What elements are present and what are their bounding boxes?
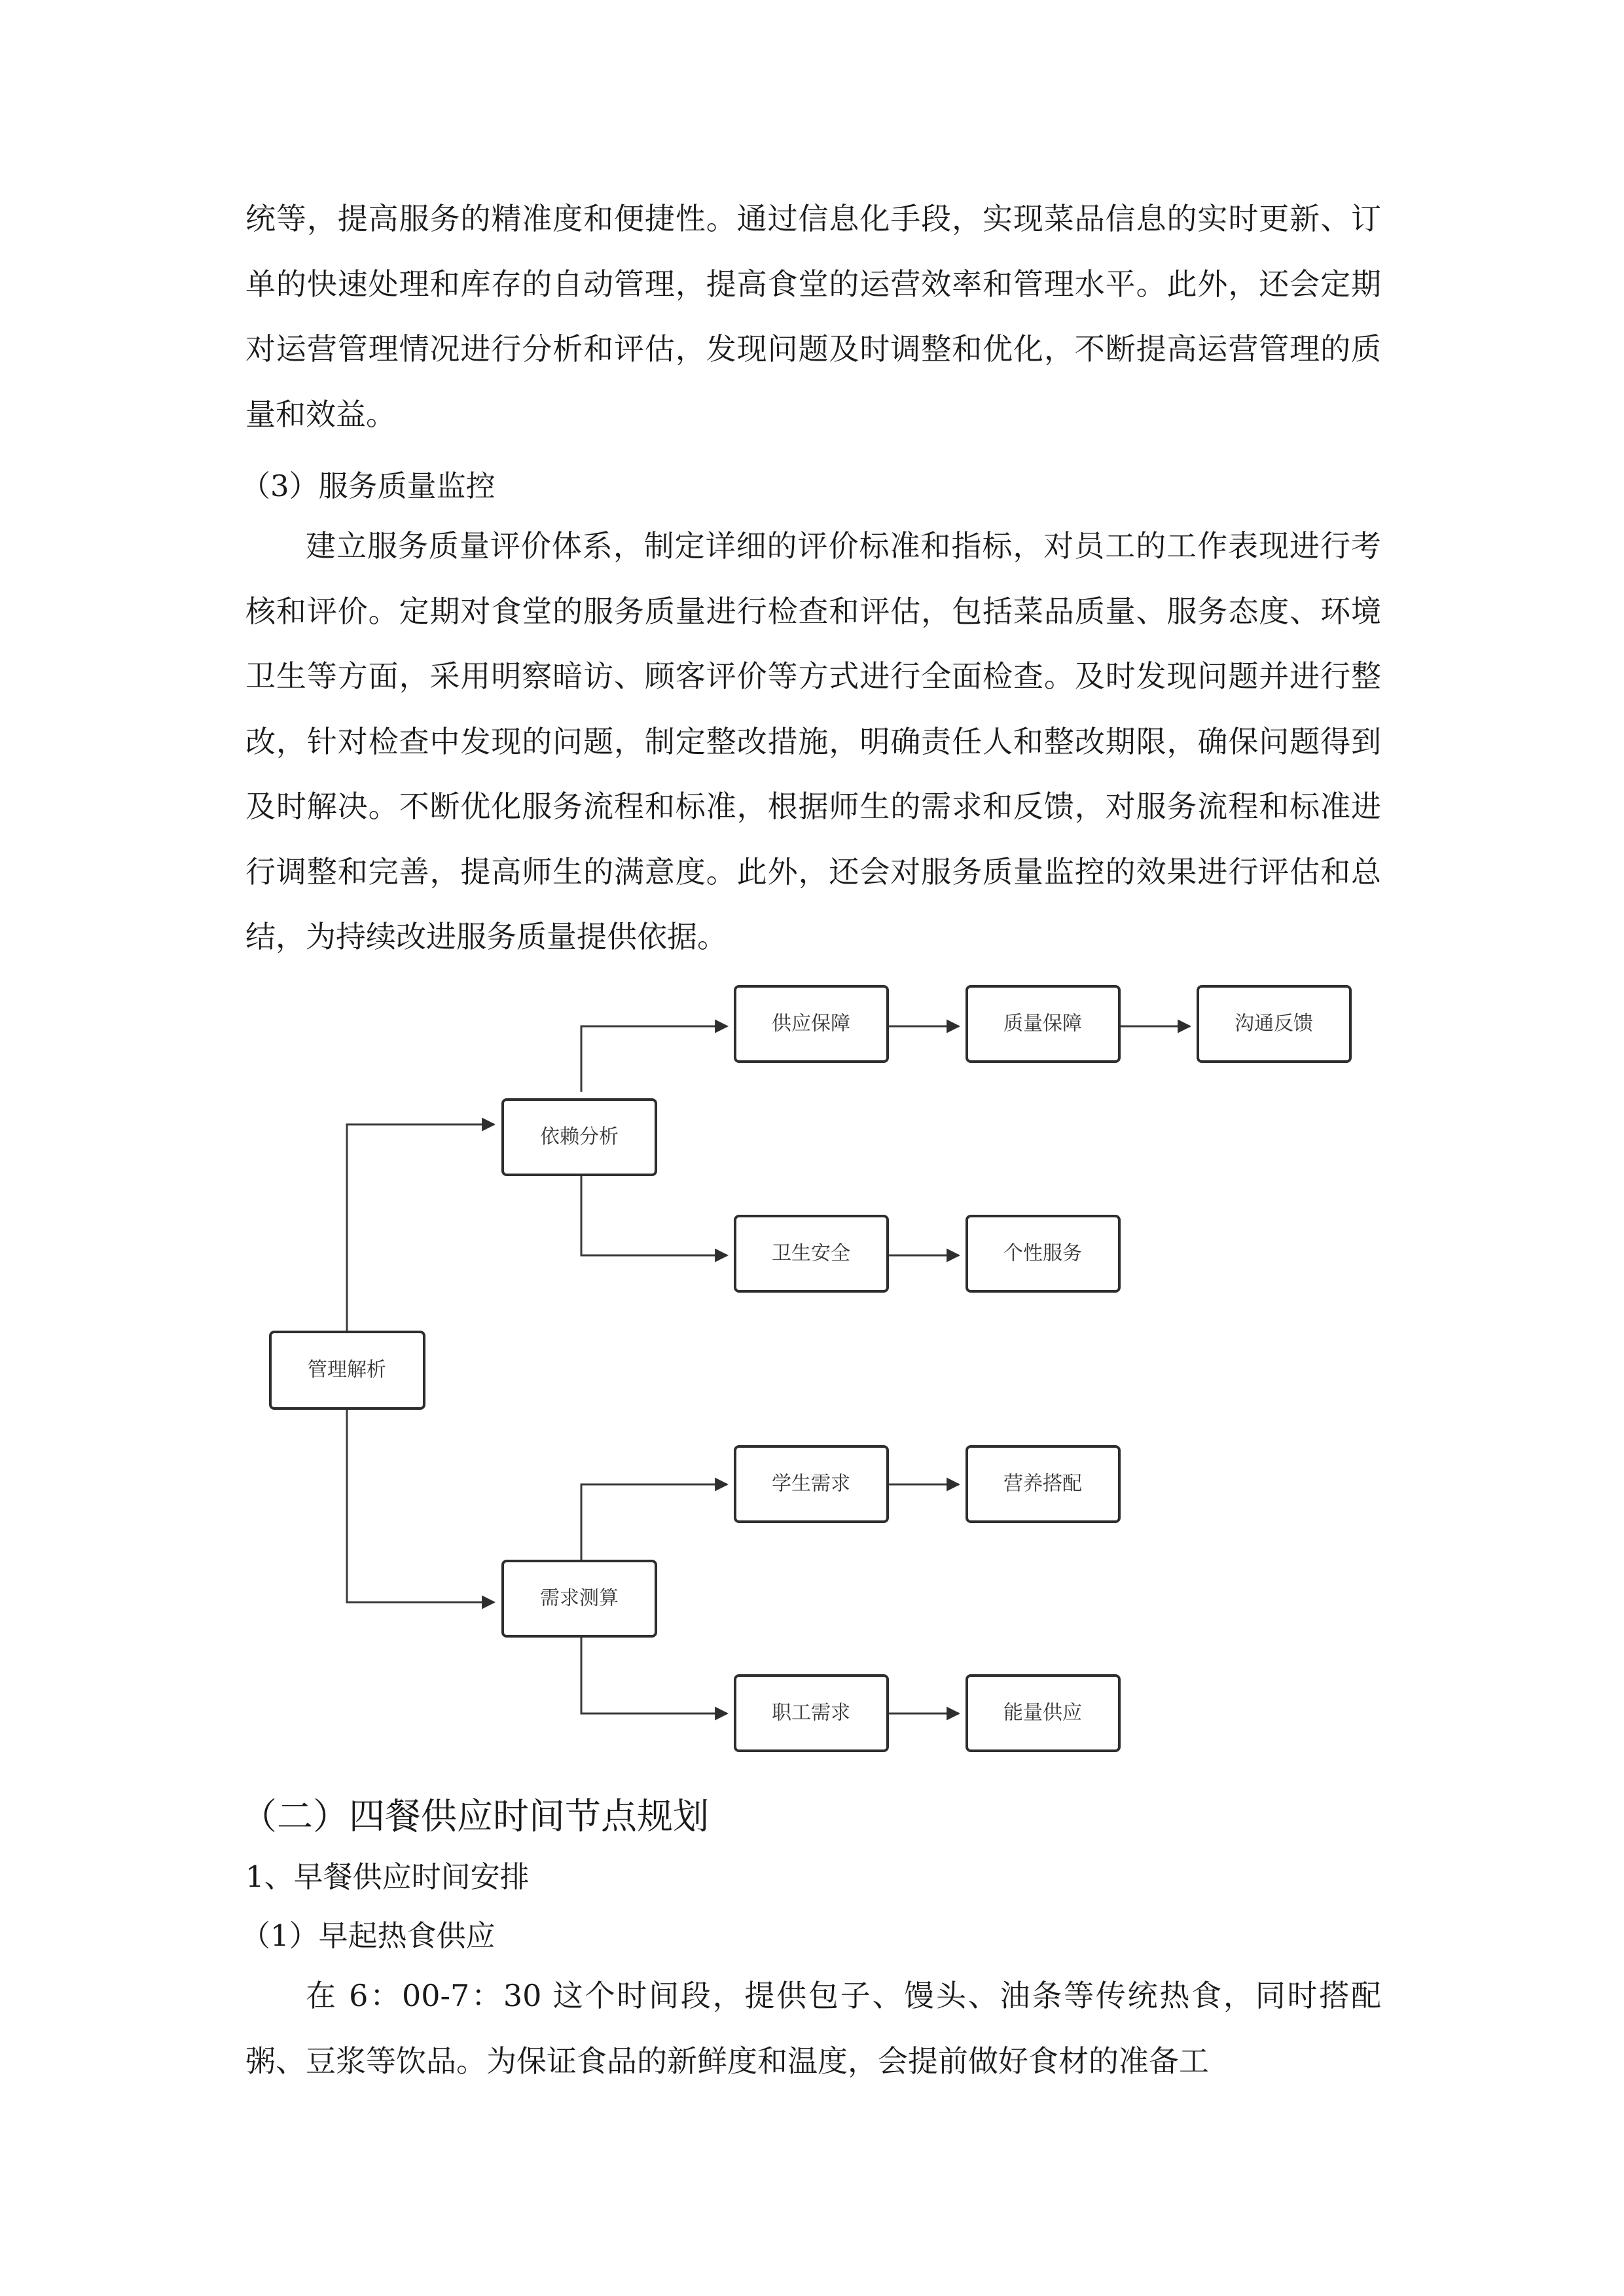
node-hygiene-label: 卫生安全 [772,1242,850,1265]
node-staff-label: 职工需求 [772,1701,850,1725]
paragraph-service-quality: 建立服务质量评价体系，制定详细的评价标准和指标，对员工的工作表现进行考核和评价。定期对食堂的服务质量进行检查和评估，包括菜品质量、服务态度、环境卫生等方面，采用明察暗访、顾客评价等方式进行全面检查。及时发现问题并进行整改，针对检查中发现的问题，制定整改措施，明确责任人和整改期限，确保问题得到及时解决。不断优化服务流程和标准，根据师生的需求和反馈，对服务流程和标准进行调整和完善，提高师生的满意度。此外，还会对服务质量监控的效果进行评估和总结，为持续改进服务质量提供依据。 [245,528,1381,954]
node-energy-label: 能量供应 [1003,1701,1082,1725]
node-demand-label: 需求测算 [540,1587,619,1610]
node-hygiene [735,1216,888,1291]
heading-service-quality: （3）服务质量监控 [241,469,496,503]
node-feedback [1198,986,1350,1062]
node-personal-label: 个性服务 [1003,1242,1082,1265]
node-quality-label: 质量保障 [1003,1012,1082,1035]
node-staff [735,1676,888,1751]
edge-dependency-supply [581,1026,727,1092]
edge-demand-student [581,1484,727,1570]
diagram-edges [347,1026,1190,1713]
paragraph-operations: 统等，提高服务的精准度和便捷性。通过信息化手段，实现菜品信息的实时更新、订单的快速处理和库存的自动管理，提高食堂的运营效率和管理水平。此外，还会定期对运营管理情况进行分析和评估，发现问题及时调整和优化，不断提高运营管理的质量和效益。 [245,201,1381,432]
node-supply [735,986,888,1062]
edge-root-dependency [347,1124,494,1332]
node-root [270,1332,424,1408]
paragraph-hot-food: 在 6：00-7：30 这个时间段，提供包子、馒头、油条等传统热食，同时搭配粥、豆浆等饮品。为保证食品的新鲜度和温度，会提前做好食材的准备工 [245,1978,1381,2079]
edge-demand-staff [581,1635,727,1713]
node-supply-label: 供应保障 [772,1012,850,1035]
node-dependency [503,1100,656,1175]
heading-early-hot-food: （1）早起热食供应 [241,1918,496,1953]
node-demand [503,1561,656,1636]
node-student-label: 学生需求 [772,1472,850,1496]
node-nutrition-label: 营养搭配 [1003,1472,1082,1496]
node-energy [967,1676,1119,1751]
node-nutrition [967,1446,1119,1522]
section-heading-meal-schedule: （二）四餐供应时间节点规划 [241,1795,710,1837]
node-feedback-label: 沟通反馈 [1235,1012,1313,1035]
edge-root-demand [347,1401,494,1602]
node-dependency-label: 依赖分析 [540,1125,619,1149]
heading-breakfast: 1、早餐供应时间安排 [245,1859,530,1894]
node-root-label: 管理解析 [308,1358,386,1382]
node-student [735,1446,888,1522]
node-quality [967,986,1119,1062]
node-personal [967,1216,1119,1291]
